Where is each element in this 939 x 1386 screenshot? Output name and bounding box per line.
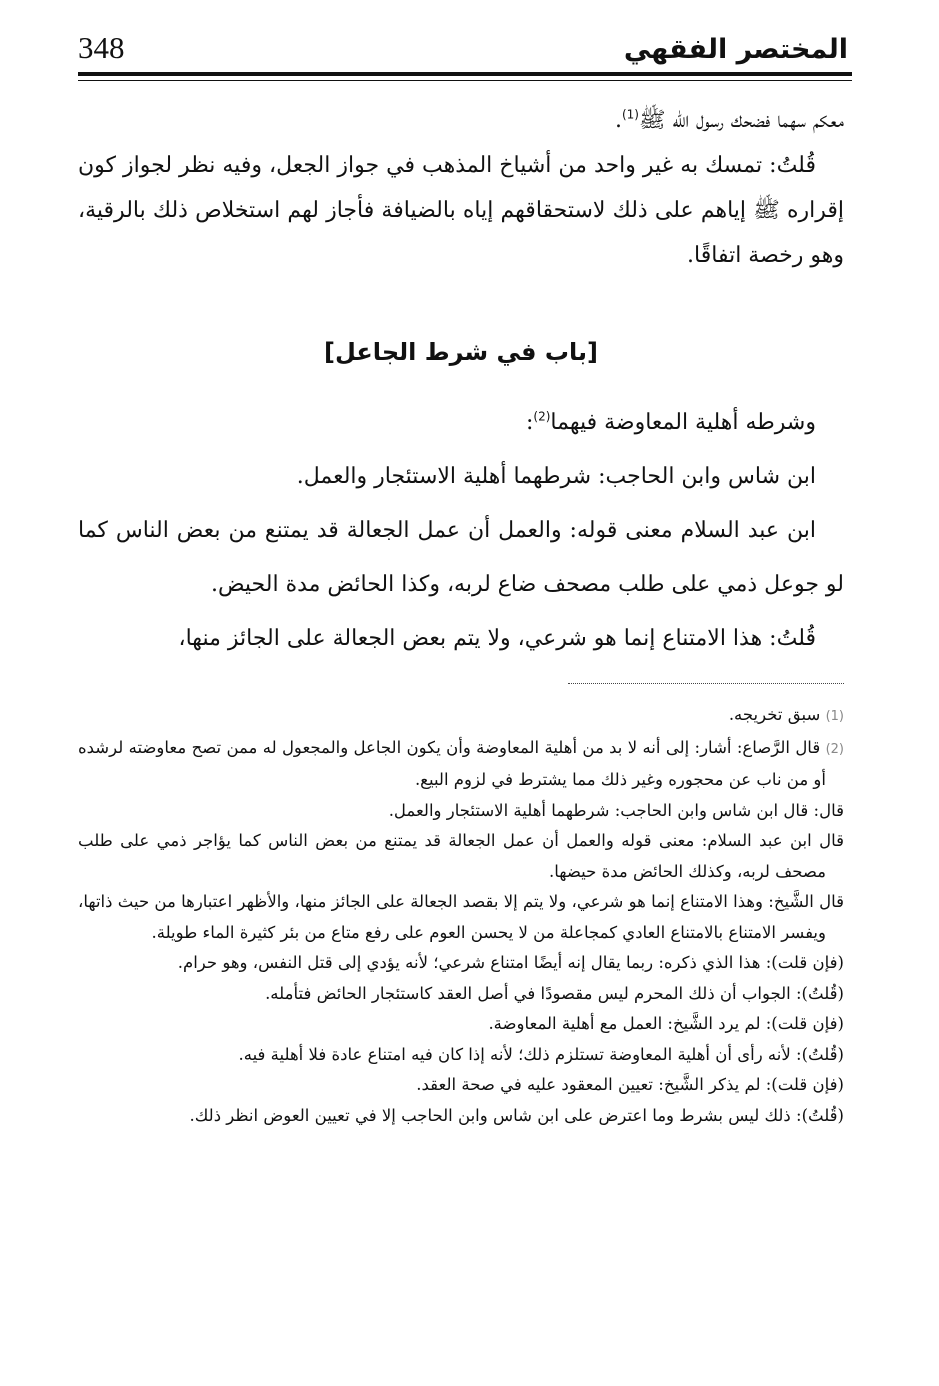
footnote-2-number: (2)	[825, 741, 844, 757]
footnote-quote-2: قال ابن عبد السلام: معنى قوله والعمل أن عمل الجعالة قد يمتنع من بعض الناس كما يؤاجر ذمي على طلب مصحف لربه، وكذلك الحائض مدة حيضها.	[78, 831, 844, 881]
footnote-1	[78, 700, 844, 733]
main-line-1-end: .	[614, 108, 622, 133]
footnote-quote-8: (فإن قلت): لم يذكر الشَّيخ: تعيين المعقود عليه في صحة العقد.	[416, 1075, 844, 1094]
main-text-top	[78, 98, 844, 278]
footnote-quote-3: قال الشَّيخ: وهذا الامتناع إنما هو شرعي، ولا يتم إلا بقصد الجعالة على الجائز منها، والأظهر اعتبارها من حيث ذاتها، ويفسر الامتناع بالامتناع العادي كمجاعلة من لا يحسن العوم على رفع متاع من بئر كثيرة الماء طويلة.	[78, 892, 844, 942]
footnote-ref-2: (2)	[533, 409, 551, 424]
footnote-separator	[568, 683, 844, 685]
footnote-1-text: سبق تخريجه.	[728, 705, 821, 724]
header-rule-thin	[78, 80, 852, 81]
chapter-heading: [باب في شرط الجاعل]	[324, 338, 598, 366]
footnote-2	[78, 733, 844, 796]
footnote-quote-6: (فإن قلت): لم يرد الشَّيخ: العمل مع أهلية المعاوضة.	[488, 1014, 844, 1033]
main2-line-5: قُلتُ: هذا الامتناع إنما هو شرعي، ولا يتم بعض الجعالة على الجائز منها،	[178, 626, 816, 651]
footnote-quote-4: (فإن قلت): هذا الذي ذكره: ربما يقال إنه أيضًا امتناع شرعي؛ لأنه يؤدي إلى قتل النفس، وهو حرام.	[177, 953, 844, 972]
main2-paragraph-3: ابن عبد السلام معنى قوله: والعمل أن عمل الجعالة قد يمتنع من بعض الناس كما لو جوعل ذمي على طلب مصحف ضاع لربه، وكذا الحائض مدة الحيض.	[78, 518, 844, 597]
main-paragraph-1: قُلتُ: تمسك به غير واحد من أشياخ المذهب في جواز الجعل، وفيه نظر لجواز كون إقراره ﷺ إياهم على ذلك لاستحقاقهم إياه بالضيافة فأجاز لهم استخلاص ذلك بالرقية، وهو رخصة اتفاقًا.	[78, 153, 844, 268]
main2-line-1	[78, 396, 844, 450]
footnote-quote-5: (قُلتُ): الجواب أن ذلك المحرم ليس مقصودًا في أصل العقد كاستئجار الحائض فتأمله.	[265, 983, 844, 1003]
footnote-2-text: قال الرَّصاع: أشار: إلى أنه لا بد من أهلية المعاوضة وأن يكون الجاعل والمجعول له ممن تصح معاوضته لرشده أو من ناب عن محجوره وغير ذلك مما يشترط في لزوم البيع.	[78, 737, 826, 789]
main2-line-1-text: وشرطه أهلية المعاوضة فيهما	[550, 410, 816, 435]
footnote-quote-1: قال: قال ابن شاس وابن الحاجب: شرطهما أهلية الاستئجار والعمل.	[388, 800, 844, 820]
book-title: المختصر الفقهي	[623, 34, 848, 65]
main-text-bottom	[78, 396, 844, 666]
footnote-quote-7: (قُلتُ): لأنه رأى أن أهلية المعاوضة تستلزم ذلك؛ لأنه إذا كان فيه امتناع عادة فلا أهلية فيه.	[238, 1044, 844, 1064]
main2-line-1-end: :	[525, 410, 534, 435]
footnotes	[78, 700, 844, 1131]
main-line-1	[78, 98, 844, 143]
main-line-1-text: معكم سهما فضحك رسول الله ﷺ	[638, 108, 844, 133]
footnote-quote-9: (قُلتُ): ذلك ليس بشرط وما اعترض على ابن شاس وابن الحاجب إلا في تعيين العوض انظر ذلك.	[189, 1105, 844, 1125]
page-number: 348	[78, 30, 125, 65]
header-rule-thick	[78, 72, 852, 76]
main2-line-2: ابن شاس وابن الحاجب: شرطهما أهلية الاستئجار والعمل.	[296, 464, 816, 489]
footnote-1-number: (1)	[825, 709, 844, 724]
footnote-ref-1: (1)	[621, 107, 639, 122]
